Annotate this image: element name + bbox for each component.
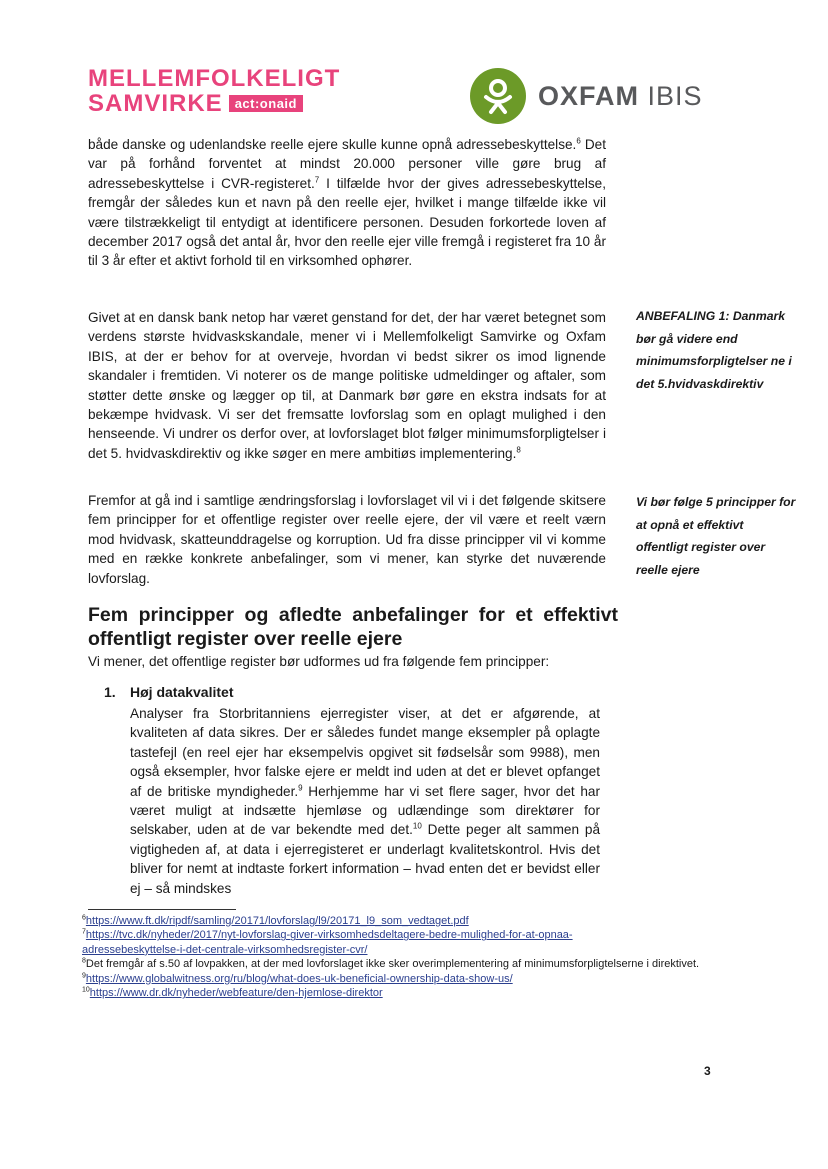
footnote-6-number: 6 [82,914,86,922]
item1-text-b: Herhjemme har vi set flere sager, hvor det har været muligt at indsætte hjemløse og udlændinge som direktører for selskaber, uden at de var bekendte med det. [130,783,600,838]
item1-text-a: Analyser fra Storbritanniens ejerregister viser, at det er afgørende, at kvaliteten af data sikres. Der er således fundet mange eksempler på oplagte tastefejl (en reel ejer har eksempelvis opgivet sit fødselsår som 9988), men også eksempler, hvor falske ejere er meldt ind uden at det er blevet opfanget af de britiske myndigheder. [130,706,600,799]
footnote-10-number: 10 [82,986,90,994]
ms-actionaid-logo [88,66,388,116]
footnote-7-number: 7 [82,928,86,936]
paragraph-2 [88,308,606,463]
paragraph-1 [88,135,606,271]
footnote-6-link[interactable]: https://www.ft.dk/ripdf/samling/20171/lovforslag/l9/20171_l9_som_vedtaget.pdf [85,915,469,927]
footnote-9-number: 9 [82,971,86,979]
oxfam-wordmark-bold: OXFAM [538,80,640,111]
p1-text-c: I tilfælde hvor der gives adressebeskyttelse, fremgår der således kun et navn på den reelle ejer, hvilket i mange tilfælde ikke vil være tilstrækkeligt til entydigt at identificere personen. Desuden forkortede loven af december 2017 også det antal år, hvor den reelle ejer ville fremgå i registeret fra 10 år til 3 år efter et aktivt forhold til en virksomhed ophører. [88,175,607,269]
p3-text: Fremfor at gå ind i samtlige ændringsforslag i lovforslaget vil vi i det følgende skitsere fem principper for et offentlige register over reelle ejere, der vil være et reelt værn mod hvidvask, skatteunddragelse og korruption. Ud fra disse principper vil vi komme med en række konkrete anbefalinger, som vi mener, kan styrke det nuværende lovforslag. [88,493,606,586]
ms-logo-line2: SAMVIRKE [88,90,223,117]
sidebar-recommendation-1: ANBEFALING 1: Danmark bør gå videre end minimumsforpligtelser ne i det 5.hvidvaskdirektiv [636,309,792,391]
footnote-9-link[interactable]: https://www.globalwitness.org/ru/blog/what-does-uk-beneficial-ownership-data-show-us/ [85,972,513,985]
list-item-1-title: Høj datakvalitet [130,684,234,700]
footnote-ref-8: 8 [516,445,521,455]
ms-logo-line1: MELLEMFOLKELIGT [88,65,341,92]
oxfam-wordmark [538,81,703,112]
footnote-8-text: Det fremgår af s.50 af lovpakken, at der med lovforslaget ikke sker overimplementering af minimumsforpligtelserne i direktivet. [85,958,700,971]
footnote-ref-7: 7 [314,175,320,185]
paragraph-3 [88,491,606,588]
p1-text-a: både danske og udenlandske reelle ejere skulle kunne opnå adressebeskyttelse. [88,137,577,152]
list-item-1-number: 1. [104,684,116,700]
p1-text-b: Det var på forhånd forventet at mindst 20.000 personer ville gøre brug af adressebeskyttelse i CVR-registeret. [88,137,606,191]
actionaid-badge: act:onaid [229,95,303,112]
sidebar-five-principles: Vi bør følge 5 principper for at opnå et effektivt offentligt register over reelle ejere [636,495,796,577]
footnote-7-link-cont[interactable]: adressebeskyttelse-i-det-centrale-virksomhedsregister-cvr/ [82,943,368,956]
footnote-divider [88,909,236,910]
footnote-ref-9: 9 [298,783,303,793]
page-number: 3 [704,1064,711,1078]
footnote-ref-6: 6 [576,136,581,146]
item1-text-c: Dette peger alt sammen på vigtigheden af, at data i ejerregisteret er underlagt kvalitetskontrol. Hvis det bliver for nemt at indtaste forkert information – hvad enten det er bevidst eller ej – så mindskes [130,822,601,896]
footnote-10 [82,986,742,1000]
footnote-10-link[interactable]: https://www.dr.dk/nyheder/webfeature/den-hjemlose-direktor [89,987,383,1000]
section-heading: Fem principper og afledte anbefalinger for et effektivt offentligt register over reelle ejere [88,604,618,650]
footnote-8 [82,957,742,971]
oxfam-wordmark-light: IBIS [647,80,703,111]
oxfam-person-icon [470,68,526,124]
footnote-7-link[interactable]: https://tvc.dk/nyheder/2017/nyt-lovforslag-giver-virksomhedsdeltagere-bedre-mulighed-for-at-opnaa- [85,929,573,942]
footnote-8-number: 8 [82,957,86,965]
list-item-1-body [130,704,600,898]
oxfam-ibis-logo [470,66,703,126]
footnote-ref-10: 10 [412,821,422,831]
ms-logo-line2-row [88,91,388,116]
section-lead: Vi mener, det offentlige register bør udformes ud fra følgende fem principper: [88,654,550,669]
footnotes [82,914,742,1000]
footnote-7 [82,928,742,957]
footnote-9 [82,972,742,986]
footnote-6 [82,914,742,928]
p2-text: Givet at en dansk bank netop har været genstand for det, der har været betegnet som verdens største hvidvaskskandale, mener vi i Mellemfolkeligt Samvirke og Oxfam IBIS, at der er behov for at overveje, hvordan vi bedst sikrer os imod lignende skandaler i fremtiden. Vi noterer os de mange politiske udmeldinger og aftaler, som støtter dette ønske og lægger op til, at Danmark bør gøre en ekstra indsats for at bekæmpe hvidvask. Vi ser det fremsatte lovforslag som en oplagt mulighed i den henseende. Vi undrer os derfor over, at lovforslaget blot følger minimumsforpligtelser i det 5. hvidvaskdirektiv og ikke søger en mere ambitiøs implementering. [88,310,606,461]
